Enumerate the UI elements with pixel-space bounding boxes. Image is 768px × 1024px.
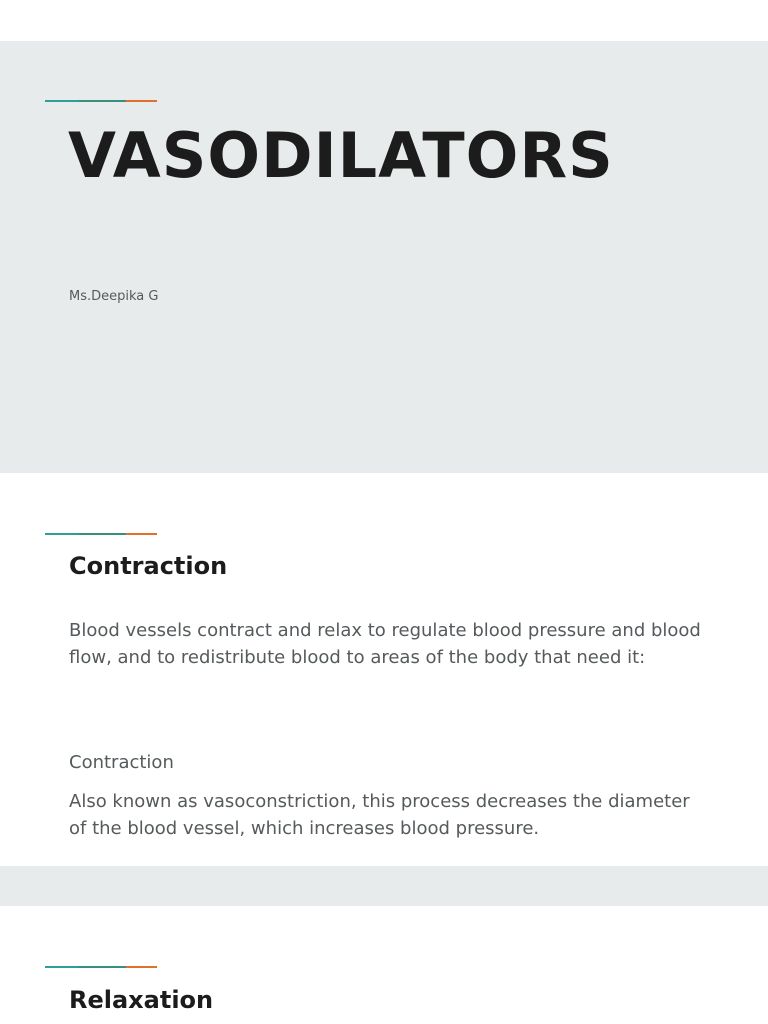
accent-segment-teal xyxy=(45,100,79,102)
contraction-accent-line xyxy=(45,533,157,535)
accent-segment-orange xyxy=(126,533,157,535)
contraction-detail-text: Also known as vasoconstriction, this process decreases the diameter of the blood vessel, which increases blood pressure. xyxy=(69,791,690,839)
accent-segment-orange xyxy=(126,966,157,968)
contraction-intro-text: Blood vessels contract and relax to regulate blood pressure and blood flow, and to redistribute blood to areas of the body that need it: xyxy=(69,620,701,668)
accent-segment-green xyxy=(79,100,126,102)
accent-segment-green xyxy=(79,533,126,535)
accent-segment-teal xyxy=(45,533,79,535)
accent-segment-orange xyxy=(126,100,157,102)
slide-divider xyxy=(0,866,768,906)
relaxation-heading: Relaxation xyxy=(69,986,214,1014)
title-accent-line xyxy=(45,100,157,102)
relaxation-accent-line xyxy=(45,966,157,968)
title-slide xyxy=(0,41,768,473)
contraction-heading: Contraction xyxy=(69,552,228,580)
presentation-title: VASODILATORS xyxy=(68,119,614,192)
accent-segment-teal xyxy=(45,966,79,968)
author-name: Ms.Deepika G xyxy=(69,289,159,304)
top-margin xyxy=(0,0,768,41)
accent-segment-green xyxy=(79,966,126,968)
contraction-subheading: Contraction xyxy=(69,752,174,773)
